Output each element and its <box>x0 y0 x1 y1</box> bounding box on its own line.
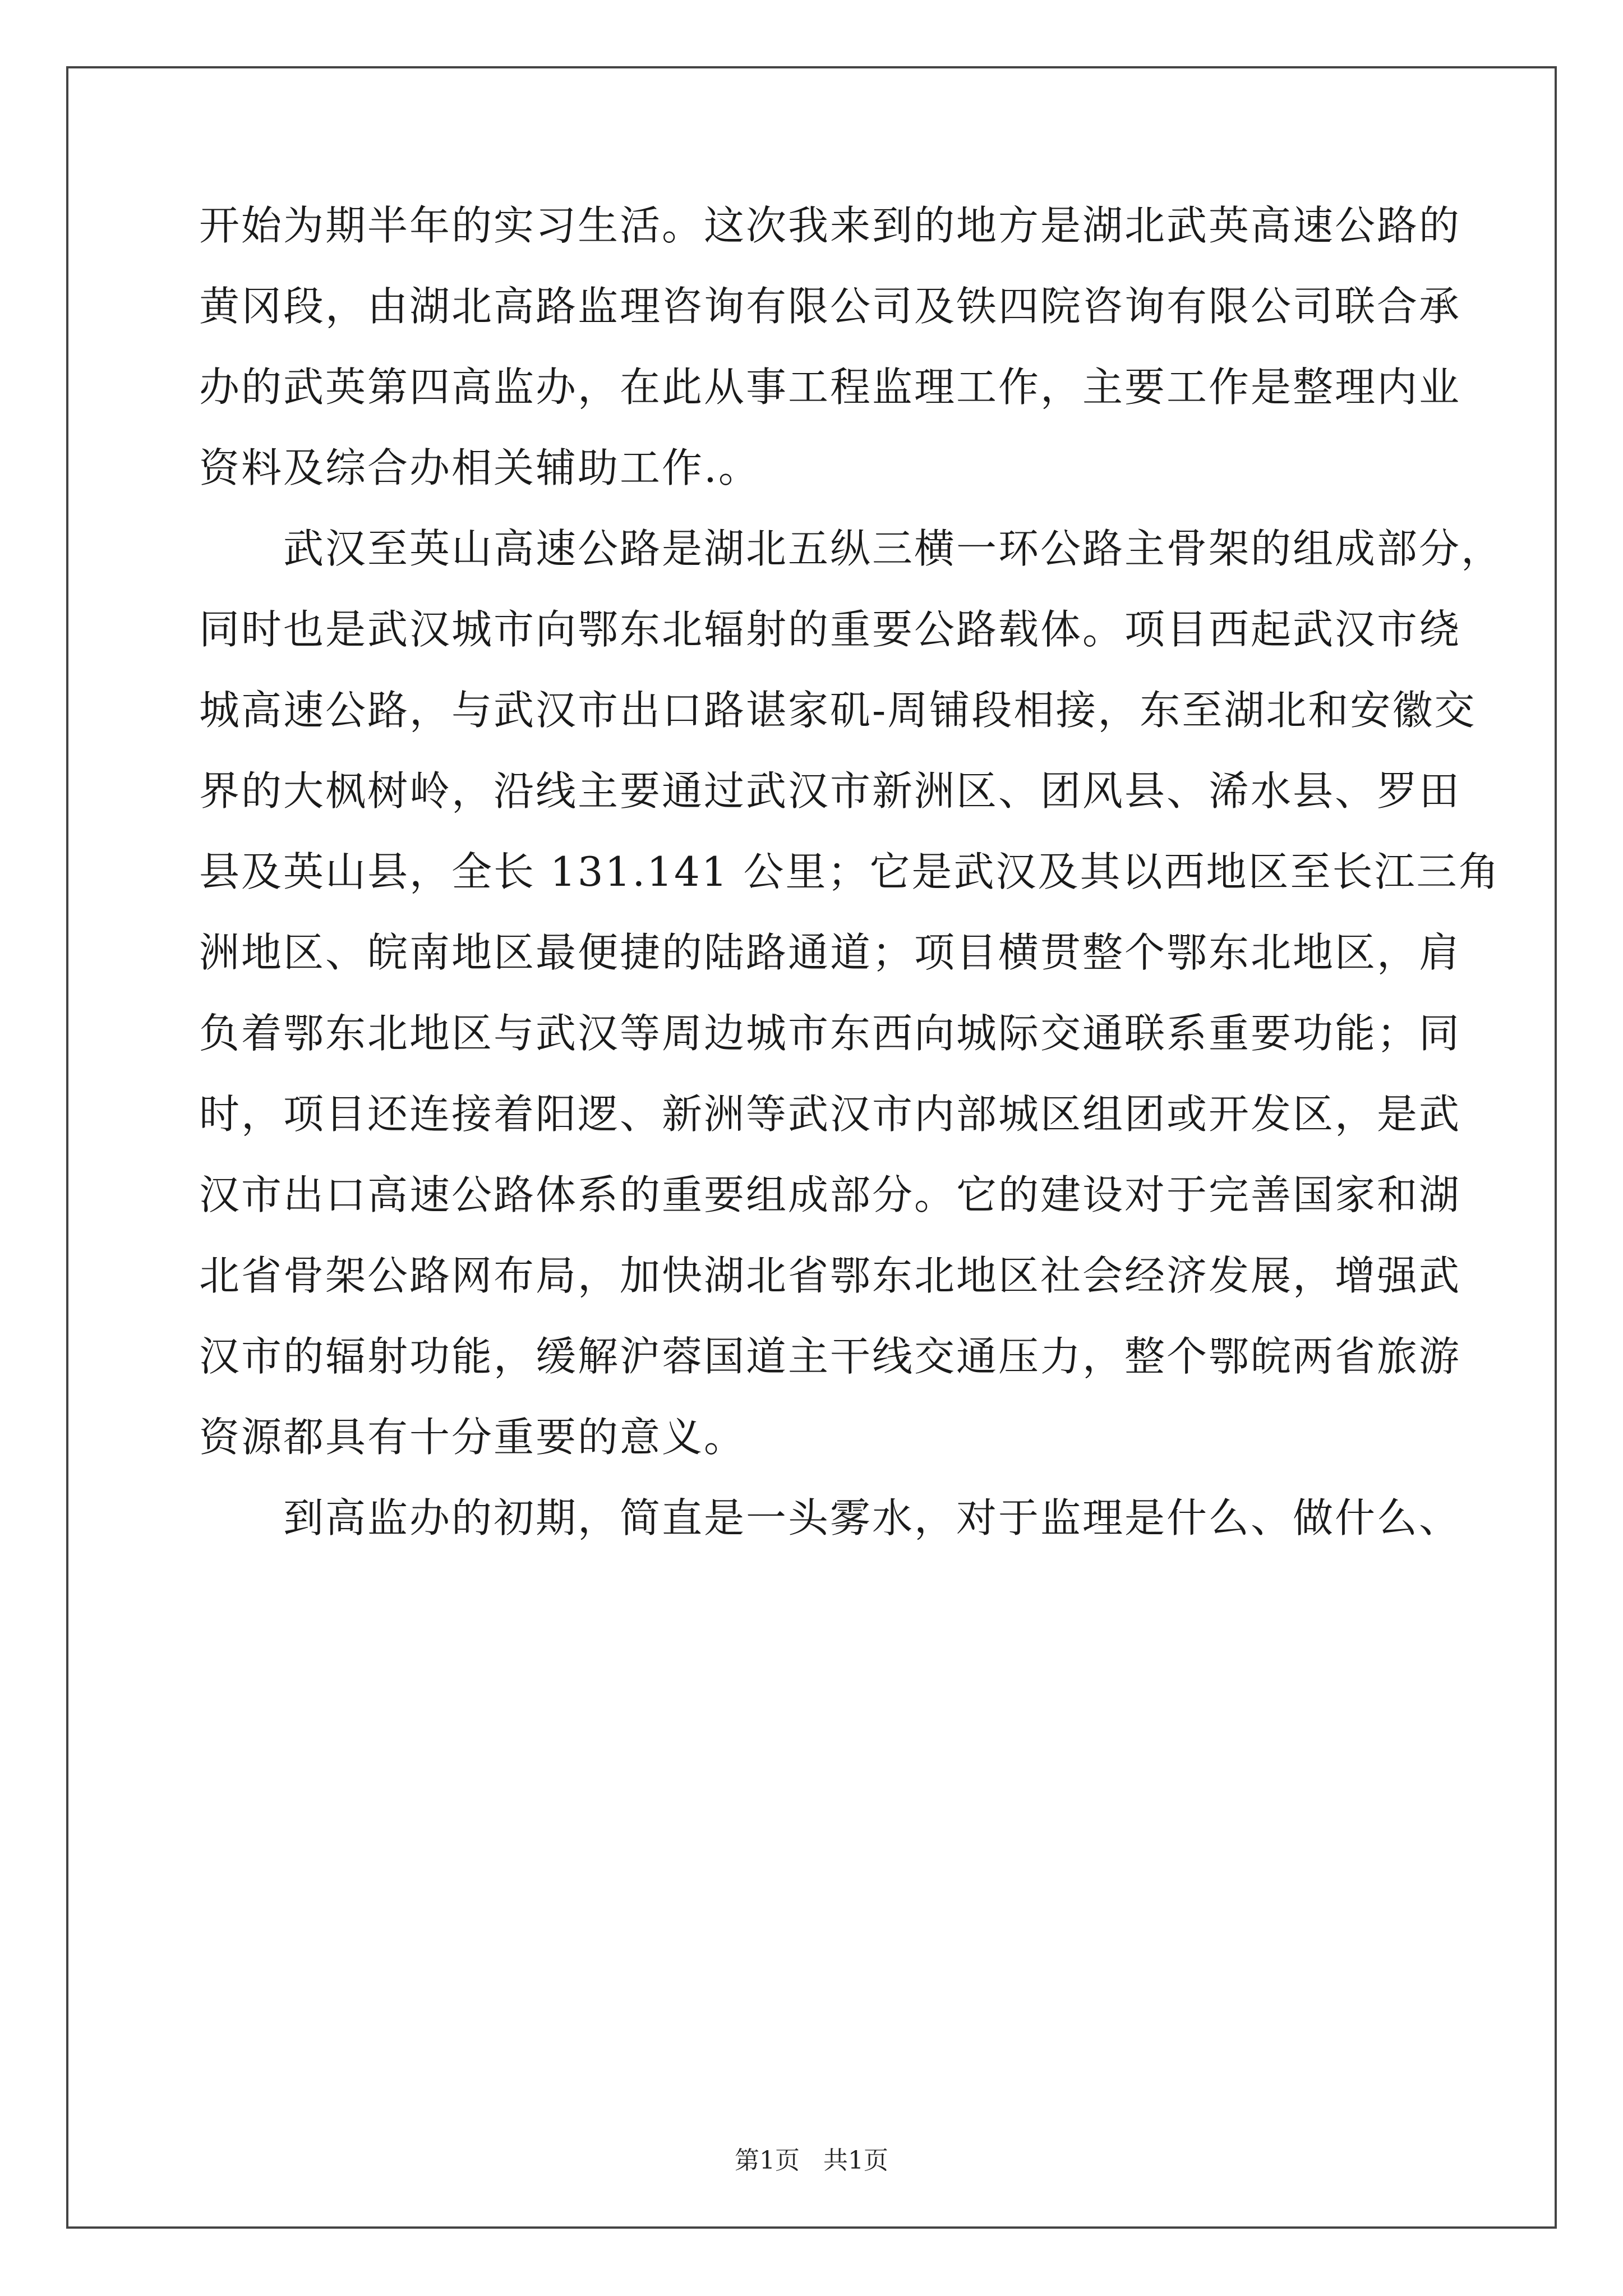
text-line: 到高监办的初期，简直是一头雾水，对于监理是什么、做什么、 <box>199 1494 1461 1542</box>
text-line: 资源都具有十分重要的意义。 <box>199 1414 746 1461</box>
text-line: 开始为期半年的实习生活。这次我来到的地方是湖北武英高速公路的 <box>199 202 1461 249</box>
page-footer <box>0 2140 1623 2176</box>
text-line: 同时也是武汉城市向鄂东北辐射的重要公路载体。项目西起武汉市绕 <box>199 606 1461 653</box>
text-line: 县及英山县，全长 131.141 公里；它是武汉及其以西地区至长江三角 <box>199 848 1501 895</box>
page-total: 共1页 <box>823 2146 888 2175</box>
text-line: 界的大枫树岭，沿线主要通过武汉市新洲区、团风县、浠水县、罗田 <box>199 767 1461 815</box>
text-line: 城高速公路，与武汉市出口路谌家矶-周铺段相接，东至湖北和安徽交 <box>199 687 1477 734</box>
text-line: 负着鄂东北地区与武汉等周边城市东西向城际交通联系重要功能；同 <box>199 1010 1461 1057</box>
text-line: 洲地区、皖南地区最便捷的陆路通道；项目横贯整个鄂东北地区，肩 <box>199 929 1461 976</box>
text-line: 时，项目还连接着阳逻、新洲等武汉市内部城区组团或开发区，是武 <box>199 1091 1461 1138</box>
document-body <box>199 185 1504 1558</box>
text-line: 汉市出口高速公路体系的重要组成部分。它的建设对于完善国家和湖 <box>199 1171 1461 1218</box>
text-line: 办的武英第四高监办，在此从事工程监理工作，主要工作是整理内业 <box>199 364 1461 411</box>
page-number: 第1页 <box>735 2146 800 2175</box>
text-line: 黄冈段，由湖北高路监理咨询有限公司及铁四院咨询有限公司联合承 <box>199 283 1461 330</box>
text-line: 北省骨架公路网布局，加快湖北省鄂东北地区社会经济发展，增强武 <box>199 1252 1461 1299</box>
text-line: 资料及综合办相关辅助工作.。 <box>199 444 760 491</box>
text-line: 汉市的辐射功能，缓解沪蓉国道主干线交通压力，整个鄂皖两省旅游 <box>199 1333 1461 1380</box>
text-line: 武汉至英山高速公路是湖北五纵三横一环公路主骨架的组成部分， <box>199 525 1504 572</box>
